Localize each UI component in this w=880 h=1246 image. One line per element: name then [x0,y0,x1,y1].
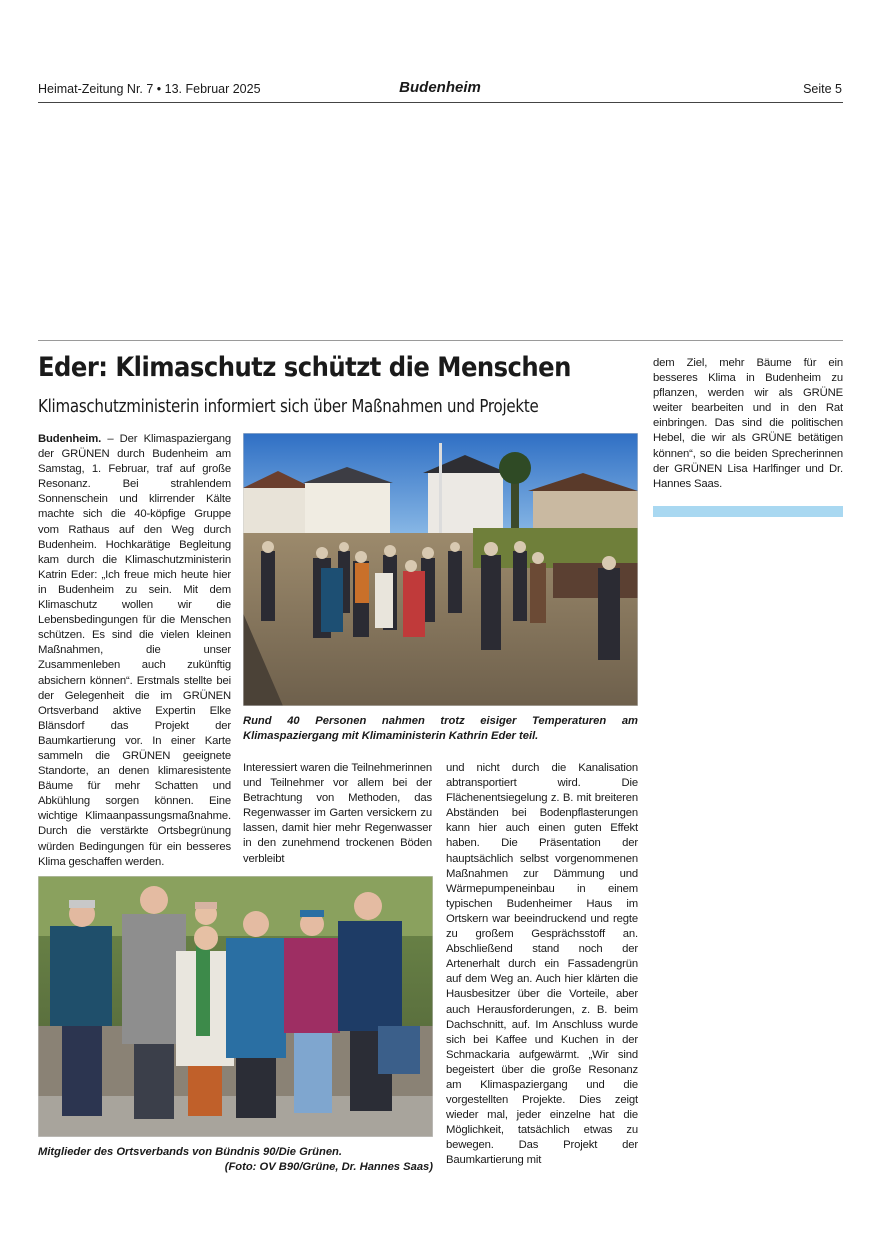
header-page-number: Seite 5 [803,82,842,96]
photo-credit: (Foto: OV B90/Grüne, Dr. Hannes Saas) [224,1160,433,1173]
article-column-2-text: Interessiert waren die Teilnehmerinnen und Teilnehmer vor allem bei der Betrachtung von Methoden, das Regenwasser im Garten versickern zu lassen, damit hier mehr Regenwasser in den zunehmend trockenen Böden verbleibt [243,762,432,865]
article-column-1-text: – Der Klimaspaziergang der GRÜNEN durch Budenheim am Samstag, 1. Februar, traf auf große Resonanz. Bei strahlendem Sonnenschein und klirrender Kälte machte sich die 40-köpfige Gruppe vom Rathaus auf den Weg durch Budenheim. Hochkarätige Begleitung kam durch die Klimaschutzministerin Katrin Eder: „Ich freue mich heute hier in Budenheim zu sein. Mit dem Klimaschutz wollen wir die Lebensbedingungen für die Menschen schützen. Es sind die vielen kleinen Maßnahmen, die unser Zusammenleben auch zukünftig absichern können“. Erstmals stellte bei der Gelegenheit die im GRÜNEN Ortsverband aktive Expertin Elke Blänsdorf das Projekt der Baumkartierung vor. In einer Karte sammeln die GRÜNEN geeignete Standorte, an denen klimaresistente Bäume für mehr Schatten und Abkühlung sorgen können. Eine wichtige Klimaanpassungsmaßnahme. Durch die verstärkte Ortsbegrünung würden Bedingungen für ein besseres Klima geschaffen werden. [38,433,231,868]
photo-party-members [38,876,433,1137]
photo-group-walk [243,433,638,706]
photo-party-members-image [38,876,433,1137]
photo-party-members-caption-text: Mitglieder des Ortsverbands von Bündnis 90/Die Grünen. [38,1146,342,1158]
header-divider [38,102,843,103]
article-column-4-text: dem Ziel, mehr Bäume für ein besseres Klima in Budenheim zu pflanzen, werden wir als GRÜNE weiter bearbeiten und in den Rat einbringen. Das sind die politischen Hebel, die wir als GRÜNE betätigen können“, so die beiden Sprecherinnen der GRÜNEN Lisa Harlfinger und Dr. Hannes Saas. [653,357,843,490]
accent-bar [653,506,843,517]
article-subheadline: Klimaschutzministerin informiert sich über Maßnahmen und Projekte [38,397,539,417]
article-headline: Eder: Klimaschutz schützt die Menschen [38,352,571,383]
article-column-3-text: und nicht durch die Kanalisation abtransportiert wird. Die Flächenentsiegelung z. B. mit breiteren Abständen bei Bodenpflasterungen kann hier auch einen guten Effekt haben. Die Präsentation der hauptsächlich selbst vorgenommenen Maßnahmen zur Dämmung und Wärmepumpeneinbau in einem typischen Budenheimer Haus im Ortskern war beeindruckend und regte zu großem Gesprächsstoff an. Abschließend stand noch der Artenerhalt durch ein Fassadengrün auf dem Weg an. Auch hier klärten die Hausbesitzer über die Vorteile, aber auch Herausforderungen, z. B. beim Dachschnitt, auf. Im Anschluss wurde sich bei Kaffee und Kuchen in der Schmackaria aufgewärmt. „Wir sind begeistert über die große Resonanz am Klimaspaziergang und die vorgestellten Projekte. Dies zeigt wieder mal, jeder einzelne hat die Möglichkeit, tatsächlich etwas zu bewegen. Das Projekt der Baumkartierung mit [446,762,638,1167]
photo-party-members-caption [38,1145,433,1174]
article-column-4 [653,356,843,492]
header-issue-date: Heimat-Zeitung Nr. 7 • 13. Februar 2025 [38,82,261,96]
article-column-3 [446,761,638,1169]
photo-group-walk-caption: Rund 40 Personen nahmen trotz eisiger Temperaturen am Klimaspaziergang mit Klimaministerin Kathrin Eder teil. [243,715,638,742]
article-column-2 [243,761,432,867]
photo-group-walk-image [243,433,638,706]
article-dateline: Budenheim. [38,433,102,445]
article-column-1 [38,432,231,870]
header-section-title: Budenheim [399,79,481,96]
article-top-divider [38,340,843,341]
